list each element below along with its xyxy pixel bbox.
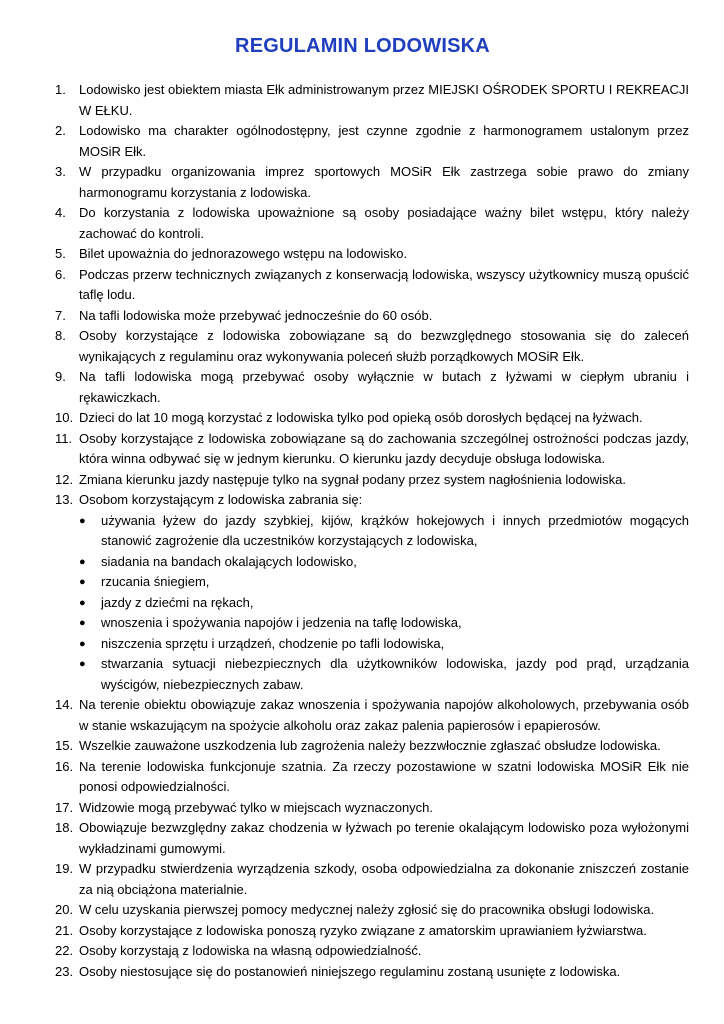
rule-item xyxy=(36,757,689,798)
prohibitions-list xyxy=(79,511,689,696)
rule-item xyxy=(36,859,689,900)
rule-text: W przypadku organizowania imprez sportowych MOSiR Ełk zastrzega sobie prawo do zmiany harmonogramu korzystania z lodowiska. xyxy=(79,164,689,200)
rule-text: Na terenie lodowiska funkcjonuje szatnia. Za rzeczy pozostawione w szatni lodowiska MOSiR Ełk nie ponosi odpowiedzialności. xyxy=(79,758,689,794)
rule-number: 15. xyxy=(55,738,74,753)
rule-number: 4. xyxy=(55,205,66,220)
rule-number: 17. xyxy=(55,799,74,815)
rule-text: Zmiana kierunku jazdy następuje tylko na sygnał podany przez system nagłośnienia lodowiska. xyxy=(79,471,627,487)
rule-text: Osoby niestosujące się do postanowień niniejszego regulaminu zostaną usunięte z lodowiska. xyxy=(79,963,621,979)
rule-number: 5. xyxy=(55,246,66,261)
rule-text: Osoby korzystające z lodowiska ponoszą ryzyko związane z amatorskim uprawianiem łyżwiarstwa. xyxy=(79,922,647,938)
rule-number: 6. xyxy=(55,266,66,282)
rule-item xyxy=(36,408,689,429)
page-title: REGULAMIN LODOWISKA xyxy=(235,35,490,57)
rule-number: 10. xyxy=(55,410,74,425)
prohibition-item xyxy=(79,634,689,655)
prohibition-item xyxy=(79,552,689,573)
rule-item xyxy=(36,244,689,265)
bullet-icon: ● xyxy=(79,617,86,629)
prohibition-item xyxy=(79,613,689,634)
rule-text: Na terenie obiektu obowiązuje zakaz wnoszenia i spożywania napojów alkoholowych, przebywania osób w stanie wskazującym na spożycie alkoholu oraz zakaz palenia papierosów i epapierosów. xyxy=(79,697,689,733)
rule-text: Do korzystania z lodowiska upoważnione są osoby posiadające ważny bilet wstępu, który należy zachować do kontroli. xyxy=(79,205,689,241)
rules-list xyxy=(36,80,689,982)
rule-number: 2. xyxy=(55,123,66,138)
rule-item xyxy=(36,941,689,962)
prohibition-text: stwarzania sytuacji niebezpiecznych dla użytkowników lodowiska, jazdy pod prąd, urządzania wyścigów, niebezpiecznych zabaw. xyxy=(101,656,689,692)
prohibition-text: siadania na bandach okalających lodowisko, xyxy=(101,553,357,569)
rule-number: 9. xyxy=(55,369,66,384)
rule-number: 20. xyxy=(55,902,74,917)
rule-number: 3. xyxy=(55,164,66,179)
rule-item xyxy=(36,80,689,121)
rule-text: Osobom korzystającym z lodowiska zabrania się: xyxy=(79,492,363,507)
rule-text: Bilet upoważnia do jednorazowego wstępu na lodowisko. xyxy=(79,246,408,261)
rule-number: 12. xyxy=(55,471,74,487)
rule-item xyxy=(36,490,689,695)
rule-item xyxy=(36,900,689,921)
rule-text: Osoby korzystające z lodowiska zobowiązane są do zachowania szczególnej ostrożności podczas jazdy, która winna odbywać się w jednym kierunku. O kierunku jazdy decyduje obsługa lodowiska. xyxy=(79,430,689,466)
rule-number: 11. xyxy=(55,430,73,446)
rule-item xyxy=(36,470,689,491)
prohibition-text: wnoszenia i spożywania napojów i jedzenia na taflę lodowiska, xyxy=(101,615,462,630)
rule-number: 19. xyxy=(55,861,74,876)
bullet-icon: ● xyxy=(79,576,86,588)
rule-item xyxy=(36,265,689,306)
rule-text: W przypadku stwierdzenia wyrządzenia szkody, osoba odpowiedzialna za dokonanie zniszczeń zostanie za nią obciążona materialnie. xyxy=(79,861,689,897)
bullet-icon: ● xyxy=(79,637,86,650)
rule-text: Obowiązuje bezwzględny zakaz chodzenia w łyżwach po terenie okalającym lodowisko poza wyłożonymi wykładzinami gumowymi. xyxy=(79,820,689,856)
prohibition-text: niszczenia sprzętu i urządzeń, chodzenie po tafli lodowiska, xyxy=(101,635,445,651)
rule-item xyxy=(36,367,689,408)
rule-text: Osoby korzystają z lodowiska na własną odpowiedzialność. xyxy=(79,943,422,958)
rule-item xyxy=(36,921,689,942)
rule-number: 13. xyxy=(55,492,74,507)
rule-item xyxy=(36,121,689,162)
rule-number: 18. xyxy=(55,820,74,835)
prohibition-text: używania łyżew do jazdy szybkiej, kijów, krążków hokejowych i innych przedmiotów mogących stanowić zagrożenie dla uczestników korzystających z lodowiska, xyxy=(101,512,689,548)
rule-item xyxy=(36,203,689,244)
rule-text: W celu uzyskania pierwszej pomocy medycznej należy zgłosić się do pracownika obsługi lodowiska. xyxy=(79,902,655,917)
rule-number: 22. xyxy=(55,943,74,958)
rule-item xyxy=(36,429,689,470)
rule-item xyxy=(36,962,689,983)
rule-text: Na tafli lodowiska mogą przebywać osoby wyłącznie w butach z łyżwami w ciepłym ubraniu i rękawiczkach. xyxy=(79,369,689,405)
prohibition-item xyxy=(79,572,689,593)
rule-item xyxy=(36,695,689,736)
rule-number: 7. xyxy=(55,307,66,323)
rule-text: Dzieci do lat 10 mogą korzystać z lodowiska tylko pod opieką osób dorosłych będącej na łyżwach. xyxy=(79,410,643,425)
rule-item xyxy=(36,306,689,327)
bullet-icon: ● xyxy=(79,596,86,609)
rule-number: 16. xyxy=(55,758,74,774)
rule-text: Na tafli lodowiska może przebywać jednocześnie do 60 osób. xyxy=(79,307,433,323)
rule-number: 21. xyxy=(55,922,74,938)
rule-number: 1. xyxy=(55,82,66,97)
rule-number: 23. xyxy=(55,963,74,979)
rule-text: Wszelkie zauważone uszkodzenia lub zagrożenia należy bezzwłocznie zgłaszać obsłudze lodowiska. xyxy=(79,738,661,753)
prohibition-item xyxy=(79,654,689,695)
bullet-icon: ● xyxy=(79,658,86,670)
rule-item xyxy=(36,162,689,203)
bullet-icon: ● xyxy=(79,555,86,568)
prohibition-item xyxy=(79,593,689,614)
rule-text: Lodowisko jest obiektem miasta Ełk administrowanym przez MIEJSKI OŚRODEK SPORTU I REKREACJI W EŁKU. xyxy=(79,82,689,118)
rule-text: Podczas przerw technicznych związanych z konserwacją lodowiska, wszyscy użytkownicy muszą opuścić taflę lodu. xyxy=(79,266,689,302)
rule-text: Widzowie mogą przebywać tylko w miejscach wyznaczonych. xyxy=(79,799,434,815)
rule-text: Lodowisko ma charakter ogólnodostępny, jest czynne zgodnie z harmonogramem ustalonym przez MOSiR Ełk. xyxy=(79,123,689,159)
rule-item xyxy=(36,326,689,367)
rule-number: 14. xyxy=(55,697,74,712)
bullet-icon: ● xyxy=(79,514,86,527)
rule-item xyxy=(36,798,689,819)
rule-item xyxy=(36,818,689,859)
prohibition-text: jazdy z dziećmi na rękach, xyxy=(101,594,254,610)
rule-item xyxy=(36,736,689,757)
rule-text: Osoby korzystające z lodowiska zobowiązane są do bezwzględnego stosowania się do zaleceń wynikających z regulaminu oraz wykonywania poleceń służb porządkowych MOSiR Ełk. xyxy=(79,328,689,364)
prohibition-text: rzucania śniegiem, xyxy=(101,574,210,589)
prohibition-item xyxy=(79,511,689,552)
rule-number: 8. xyxy=(55,328,66,343)
